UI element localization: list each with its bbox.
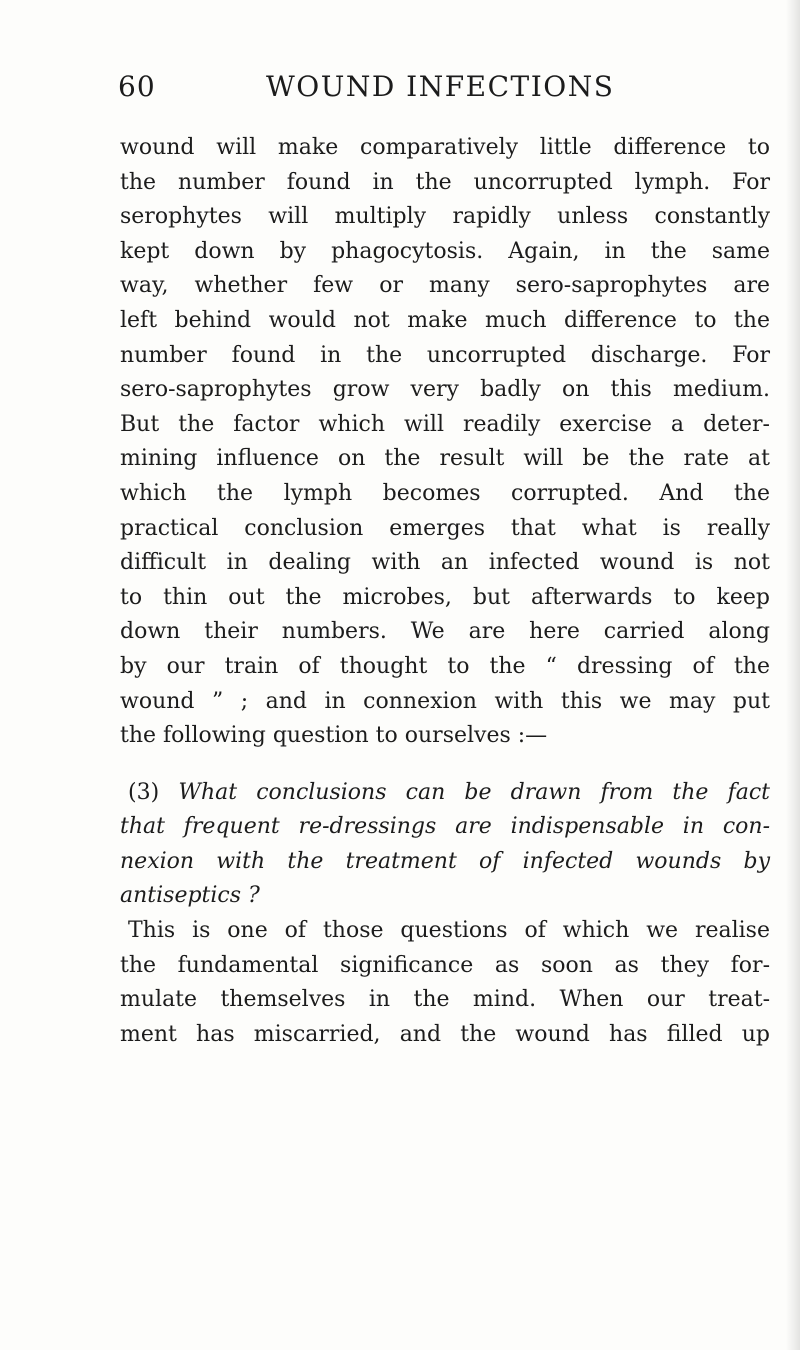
question-number: (3): [128, 779, 160, 805]
text-line: wound ” ; and in connexion with this we may put: [120, 688, 770, 714]
text-line: the number found in the uncorrupted lymph. For: [120, 169, 770, 195]
question-block: [120, 776, 770, 914]
page-header: [118, 70, 798, 110]
paragraph-2: [120, 914, 770, 1052]
text-line: kept down by phagocytosis. Again, in the same: [120, 238, 770, 264]
question-line: nexion with the treatment of infected wounds by: [120, 848, 770, 874]
text-line: mining influence on the result will be the rate at: [120, 446, 770, 472]
text-line: difficult in dealing with an infected wound is not: [120, 550, 770, 576]
text-line: to thin out the microbes, but afterwards to keep: [120, 584, 770, 610]
text-line: by our train of thought to the “ dressing of the: [120, 653, 770, 679]
text-line: This is one of those questions of which we realise: [128, 918, 770, 944]
text-line: But the factor which will readily exercise a deter-: [120, 411, 770, 437]
text-line: sero-saprophytes grow very badly on this medium.: [120, 377, 770, 403]
paragraph-1: [120, 131, 770, 754]
text-line: serophytes will multiply rapidly unless constantly: [120, 204, 770, 230]
text-line: number found in the uncorrupted discharge. For: [120, 342, 770, 368]
text-line: which the lymph becomes corrupted. And the: [120, 480, 770, 506]
paragraph-gap: [120, 754, 770, 776]
text-line: the following question to ourselves :—: [120, 723, 548, 749]
text-line: practical conclusion emerges that what is really: [120, 515, 770, 541]
question-line: [120, 776, 770, 811]
text-line: left behind would not make much difference to the: [120, 307, 770, 333]
body-text: [120, 131, 770, 1052]
text-line: the fundamental significance as soon as they for-: [120, 952, 770, 978]
text-line: ment has miscarried, and the wound has filled up: [120, 1021, 770, 1047]
text-line: mulate themselves in the mind. When our treat-: [120, 987, 770, 1013]
running-head: WOUND INFECTIONS: [266, 70, 615, 103]
text-line: wound will make comparatively little difference to: [120, 135, 770, 160]
question-text: What conclusions can be drawn from the fact: [178, 779, 771, 805]
page-edge-shadow: [786, 0, 800, 1350]
text-line: down their numbers. We are here carried along: [120, 619, 770, 645]
text-line: way, whether few or many sero-saprophytes are: [120, 273, 770, 299]
question-line: that frequent re-dressings are indispensable in con-: [120, 814, 770, 840]
question-line: antiseptics ?: [120, 883, 260, 909]
page-number: 60: [118, 70, 156, 103]
